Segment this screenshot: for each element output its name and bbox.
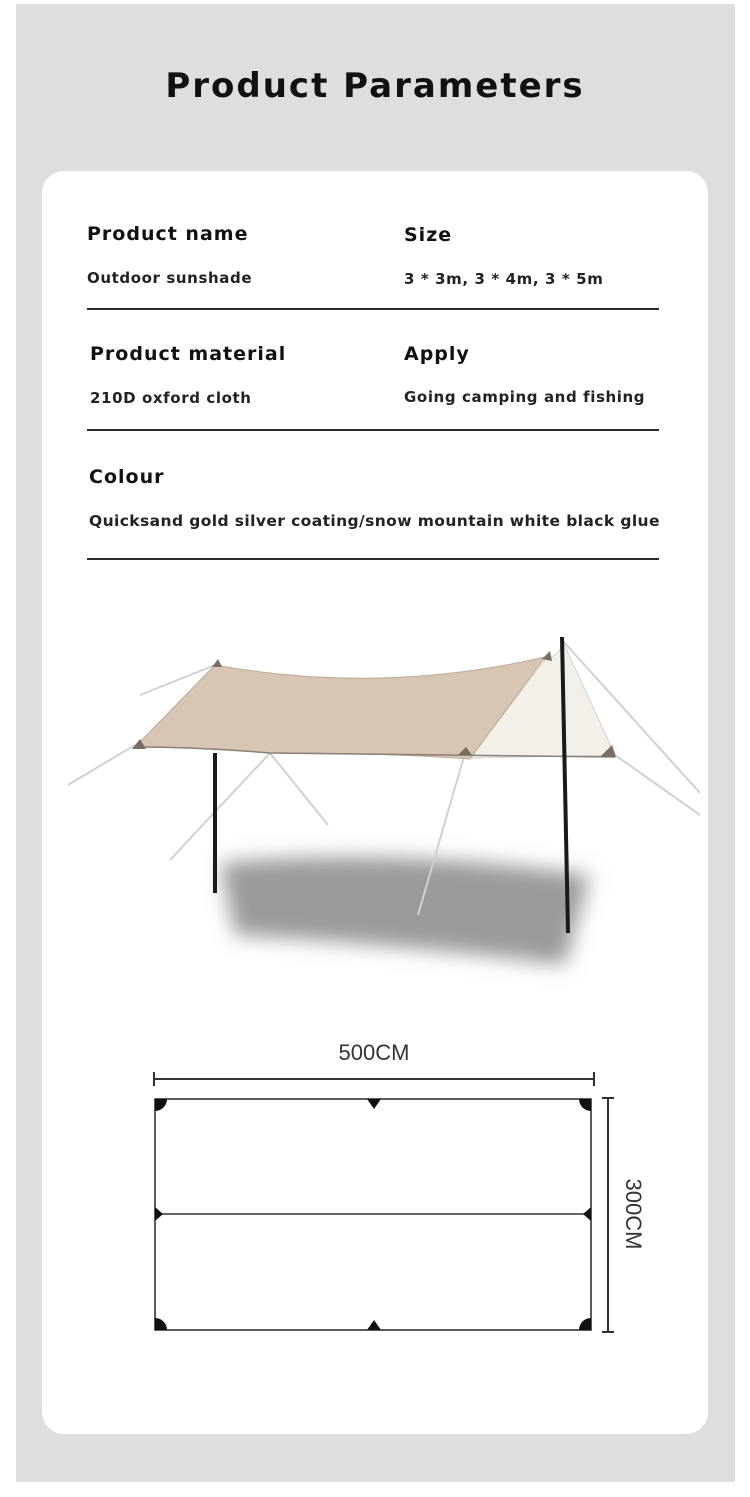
product-material-value: 210D oxford cloth <box>90 389 252 407</box>
colour-label: Colour <box>89 466 165 488</box>
width-dimension-label: 500CM <box>338 1040 410 1065</box>
product-material-label: Product material <box>90 343 287 365</box>
size-label: Size <box>404 224 453 246</box>
dimension-diagram <box>130 1030 670 1350</box>
colour-value: Quicksand gold silver coating/snow mountain white black glue <box>89 512 660 530</box>
height-dimension-label: 300CM <box>621 1178 646 1250</box>
apply-value: Going camping and fishing <box>404 388 646 406</box>
divider <box>87 429 659 431</box>
product-name-label: Product name <box>87 223 249 245</box>
canopy-illustration <box>60 625 700 995</box>
divider <box>87 558 659 560</box>
apply-label: Apply <box>404 343 470 365</box>
divider <box>87 308 659 310</box>
ground-shadow <box>220 857 590 965</box>
size-value: 3 * 3m, 3 * 4m, 3 * 5m <box>404 270 604 288</box>
page-title: Product Parameters <box>165 66 585 106</box>
product-name-value: Outdoor sunshade <box>87 269 253 287</box>
